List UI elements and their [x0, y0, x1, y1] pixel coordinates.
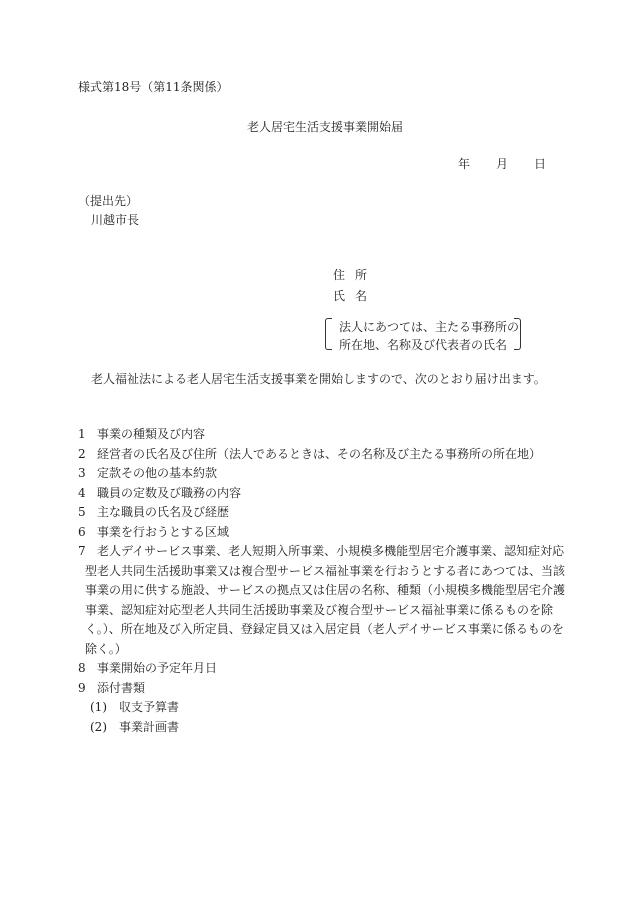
- item-text: 事業の種類及び内容: [97, 427, 206, 441]
- date-month: 月: [496, 157, 509, 171]
- attachment-text: 収支予算書: [119, 700, 180, 714]
- item-text: 添付書類: [97, 680, 146, 695]
- list-item-attachment: [78, 720, 558, 740]
- bracket-note-line2: 所在地、名称及び代表者の氏名: [339, 338, 508, 352]
- list-item: [78, 544, 566, 661]
- item-text: 事業開始の予定年月日: [97, 661, 218, 675]
- list-item: [78, 661, 558, 681]
- item-number: 1: [78, 427, 86, 441]
- item-list: [78, 427, 566, 739]
- submit-to: 川越市長: [91, 213, 140, 227]
- item-number: 9: [78, 680, 86, 695]
- item-text-continued: 除く。）: [85, 641, 127, 656]
- left-bracket: [325, 318, 332, 350]
- item-text-continued: 事業の用に供する施設、サービスの拠点又は住居の名称、種類（小規模多機能型居宅介護: [85, 583, 566, 597]
- item-text-continued: 事業、認知症対応型老人共同生活援助事業及び複合型サービス福祉事業に係るものを除: [85, 602, 554, 617]
- list-item: [78, 681, 558, 701]
- list-item: [78, 525, 558, 545]
- list-item: [78, 505, 558, 525]
- item-text: 主な職員の氏名及び経歴: [97, 505, 230, 519]
- address-label: 住所: [333, 268, 378, 282]
- list-item: [78, 427, 558, 447]
- item-number: 4: [78, 485, 86, 500]
- bracket-note-line1: 法人にあつては、主たる事務所の: [339, 320, 520, 334]
- item-text: 経営者の氏名及び住所（法人であるときは、その名称及び主たる事務所の所在地）: [97, 446, 542, 461]
- statement: 老人福祉法による老人居宅生活支援事業を開始しますので、次のとおり届け出ます。: [91, 372, 546, 386]
- form-number: 様式第18号（第11条関係）: [78, 80, 229, 94]
- item-text: 事業を行おうとする区域: [97, 524, 230, 539]
- item-number: 6: [78, 524, 86, 539]
- list-item: [78, 486, 558, 506]
- list-item: [78, 466, 558, 486]
- item-number: 7: [78, 544, 86, 558]
- item-text-continued: く。）、所在地及び入所定員、登録定員又は入居定員（老人デイサービス事業に係るものを: [85, 622, 564, 636]
- item-number: 3: [78, 466, 86, 480]
- item-number: 8: [78, 661, 86, 675]
- list-item: [78, 447, 558, 467]
- date-line: [458, 157, 546, 171]
- attachment-text: 事業計画書: [119, 719, 180, 734]
- attachment-number: (2): [90, 719, 107, 734]
- item-number: 2: [78, 446, 86, 461]
- item-text-continued: 型老人共同生活援助事業又は複合型サービス福祉事業を行おうとする者にあつては、当該: [85, 563, 566, 578]
- document-title: 老人居宅生活支援事業開始届: [246, 120, 403, 134]
- submit-label: （提出先）: [78, 194, 139, 208]
- item-text: 老人デイサービス事業、老人短期入所事業、小規模多機能型居宅介護事業、認知症対応: [97, 544, 565, 558]
- list-item-attachment: [78, 700, 558, 720]
- item-number: 5: [78, 505, 86, 519]
- item-text: 定款その他の基本約款: [97, 466, 218, 480]
- name-label: 氏名: [333, 289, 378, 303]
- item-text: 職員の定数及び職務の内容: [97, 485, 242, 500]
- date-year: 年: [458, 157, 471, 171]
- date-day: 日: [534, 157, 547, 171]
- attachment-number: (1): [90, 700, 107, 714]
